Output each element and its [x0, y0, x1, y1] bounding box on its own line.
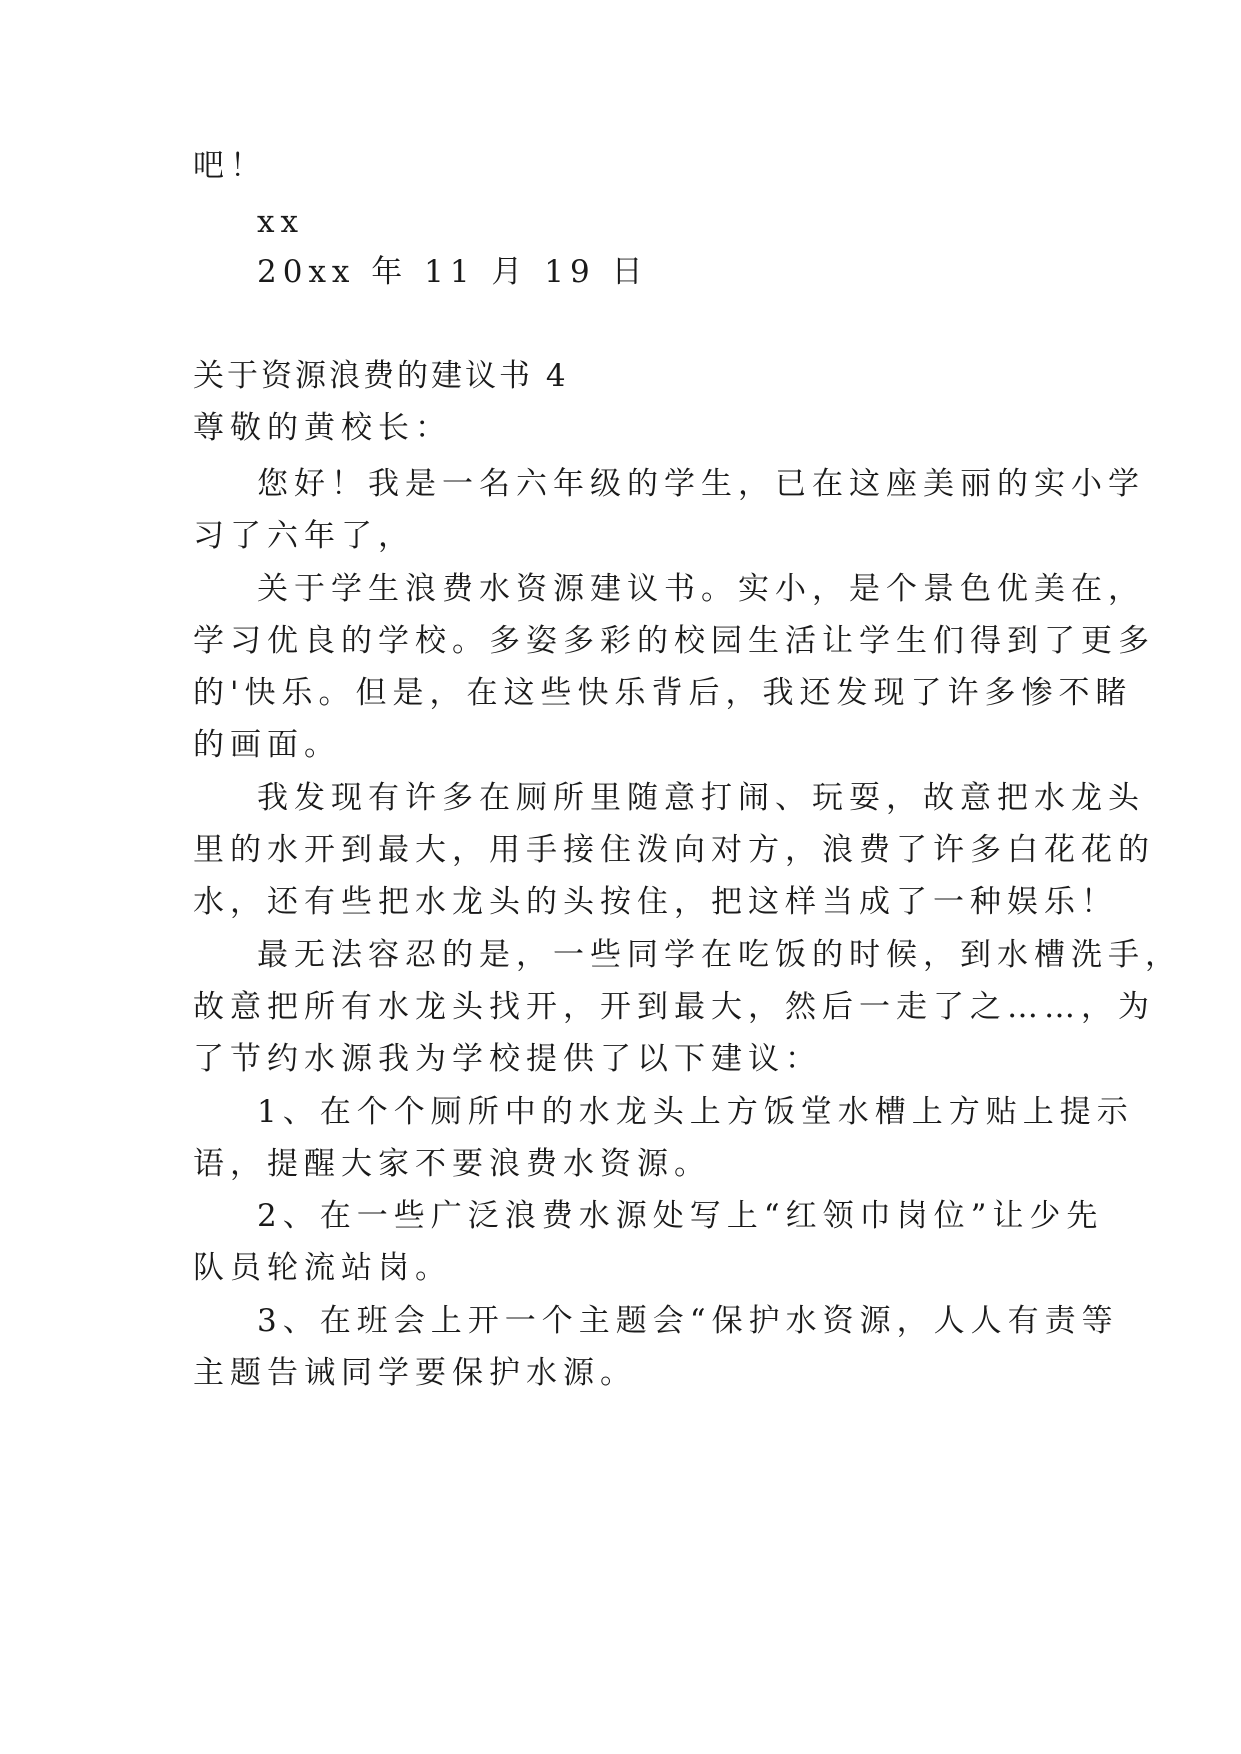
suggestion-line: 1、在个个厕所中的水龙头上方饭堂水槽上方贴上提示 [257, 1094, 1134, 1130]
paragraph-line: 您好！我是一名六年级的学生，已在这座美丽的实小学 [257, 466, 1145, 502]
date: 20xx 年 11 月 19 日 [257, 254, 649, 290]
paragraph-line: 我发现有许多在厕所里随意打闹、玩耍，故意把水龙头 [257, 780, 1145, 816]
closing-tail: 吧！ [193, 148, 267, 184]
paragraph-line: 习了六年了， [193, 518, 415, 554]
suggestion-line: 2、在一些广泛浪费水源处写上“红领巾岗位”让少先 [257, 1198, 1104, 1234]
suggestion-line: 队员轮流站岗。 [193, 1250, 452, 1286]
suggestion-line: 主题告诫同学要保护水源。 [193, 1355, 637, 1391]
paragraph-line: 的画面。 [193, 727, 341, 763]
paragraph-line: 关于学生浪费水资源建议书。实小，是个景色优美在， [257, 571, 1145, 607]
paragraph-line: 里的水开到最大，用手接住泼向对方，浪费了许多白花花的 [193, 832, 1155, 868]
paragraph-line: 故意把所有水龙头找开，开到最大，然后一走了之……，为 [193, 989, 1155, 1025]
suggestion-line: 3、在班会上开一个主题会“保护水资源，人人有责等 [257, 1303, 1119, 1339]
paragraph-line: 水，还有些把水龙头的头按住，把这样当成了一种娱乐！ [193, 884, 1118, 920]
suggestion-line: 语，提醒大家不要浪费水资源。 [193, 1146, 711, 1182]
paragraph-line: 的'快乐。但是，在这些快乐背后，我还发现了许多惨不睹 [193, 675, 1133, 711]
paragraph-line: 最无法容忍的是，一些同学在吃饭的时候，到水槽洗手， [257, 937, 1182, 973]
paragraph-line: 学习优良的学校。多姿多彩的校园生活让学生们得到了更多 [193, 623, 1155, 659]
letter-title: 关于资源浪费的建议书 4 [193, 358, 569, 394]
signature: xx [257, 204, 304, 240]
salutation: 尊敬的黄校长： [193, 410, 452, 446]
paragraph-line: 了节约水源我为学校提供了以下建议： [193, 1041, 822, 1077]
